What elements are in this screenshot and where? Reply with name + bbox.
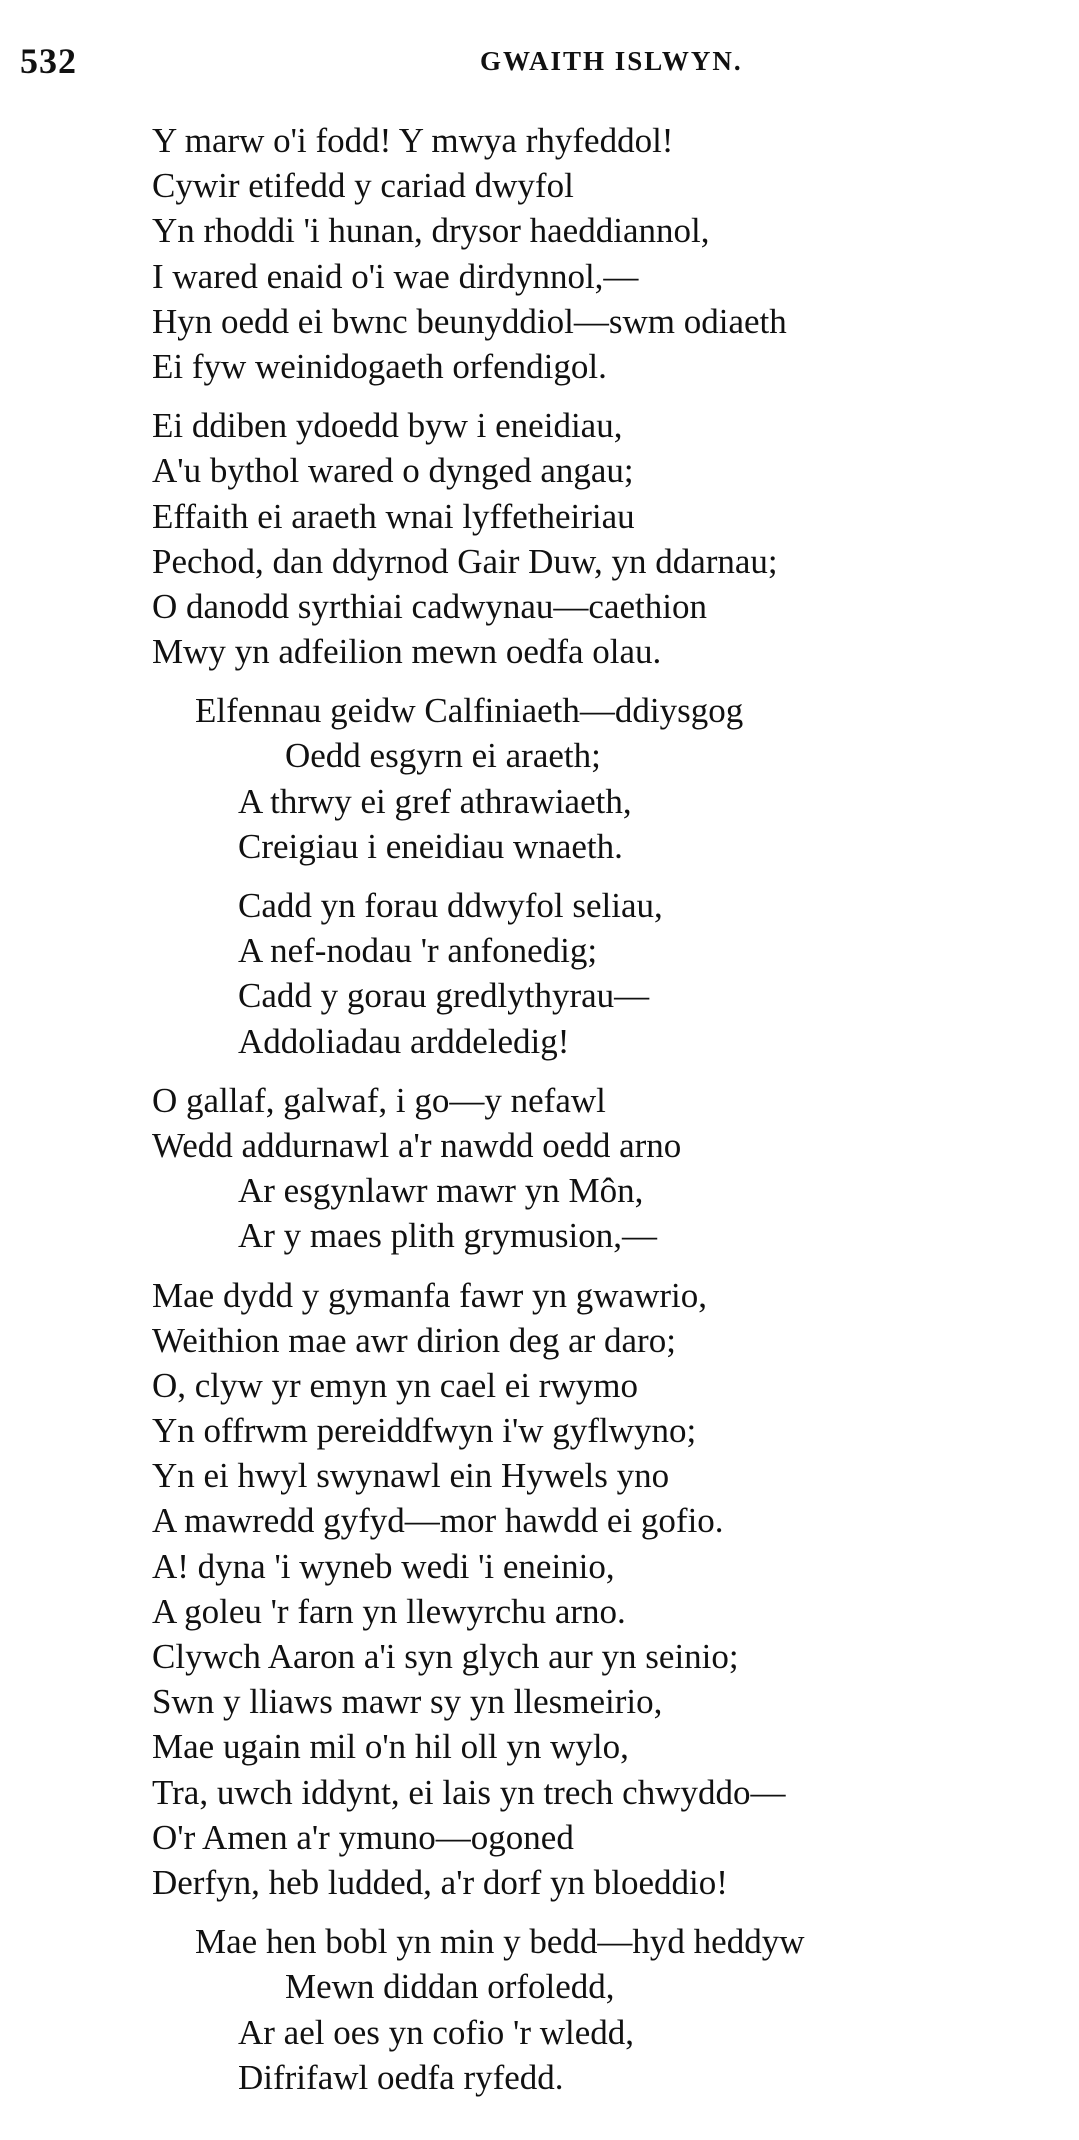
verse-line: Hyn oedd ei bwnc beunyddiol—swm odiaeth (152, 301, 787, 341)
verse-line: Mwy yn adfeilion mewn oedfa olau. (152, 632, 662, 672)
verse-line: Y marw o'i fodd! Y mwya rhyfeddol! (152, 121, 674, 160)
verse-line: Tra, uwch iddynt, ei lais yn trech chwyddo— (152, 1772, 786, 1812)
stanza (0, 1273, 1079, 1906)
verse-line: Oedd esgyrn ei araeth; (285, 736, 601, 776)
verse-line: Yn offrwm pereiddfwyn i'w gyflwyno; (152, 1411, 697, 1451)
verse-line: Wedd addurnawl a'r nawdd oedd arno (152, 1125, 682, 1165)
verse-line: Mae hen bobl yn min y bedd—hyd heddyw (195, 1922, 805, 1962)
verse-line: Yn rhoddi 'i hunan, drysor haeddiannol, (152, 211, 710, 251)
verse-line: A nef-nodau 'r anfonedig; (238, 931, 598, 971)
verse-line: Ar y maes plith grymusion,— (238, 1216, 657, 1256)
verse-line: Cadd y gorau gredlythyrau— (238, 976, 650, 1016)
verse-line: Derfyn, heb ludded, a'r dorf yn bloeddio! (152, 1862, 728, 1902)
verse-line: Addoliadau arddeledig! (238, 1021, 570, 1061)
verse-line: O gallaf, galwaf, i go—y nefawl (152, 1080, 606, 1120)
verse-line: A goleu 'r farn yn llewyrchu arno. (152, 1591, 626, 1631)
stanza (0, 883, 1079, 1064)
verse-line: Mae dydd y gymanfa fawr yn gwawrio, (152, 1275, 707, 1315)
stanza (0, 118, 1079, 389)
verse-line: Mewn diddan orfoledd, (285, 1967, 615, 2007)
stanza (0, 1919, 1079, 2100)
verse-line: Creigiau i eneidiau wnaeth. (238, 826, 623, 866)
verse-line: O danodd syrthiai cadwynau—caethion (152, 586, 707, 626)
verse-line: Elfennau geidw Calfiniaeth—ddiysgog (195, 691, 744, 731)
verse-line: Ei ddiben ydoedd byw i eneidiau, (152, 406, 623, 446)
verse-line: Ar esgynlawr mawr yn Môn, (238, 1171, 644, 1211)
running-title: GWAITH ISLWYN. (480, 46, 743, 76)
verse-line: A mawredd gyfyd—mor hawdd ei gofio. (152, 1501, 724, 1541)
poem-body (0, 118, 1079, 2114)
verse-line: Yn ei hwyl swynawl ein Hywels yno (152, 1456, 670, 1496)
verse-line: A thrwy ei gref athrawiaeth, (238, 781, 632, 821)
verse-line: Ei fyw weinidogaeth orfendigol. (152, 346, 607, 386)
verse-line: Mae ugain mil o'n hil oll yn wylo, (152, 1727, 629, 1767)
verse-line: Ar ael oes yn cofio 'r wledd, (238, 2012, 635, 2052)
stanza (0, 403, 1079, 674)
page-number: 532 (20, 41, 77, 81)
verse-line: A'u bythol wared o dynged angau; (152, 451, 634, 491)
verse-line: Cadd yn forau ddwyfol seliau, (238, 886, 663, 925)
verse-line: Difrifawl oedfa ryfedd. (238, 2057, 564, 2097)
verse-line: Cywir etifedd y cariad dwyfol (152, 166, 574, 206)
stanza (0, 688, 1079, 869)
verse-line: O, clyw yr emyn yn cael ei rwymo (152, 1365, 638, 1405)
verse-line: A! dyna 'i wyneb wedi 'i eneinio, (152, 1546, 615, 1586)
verse-line: Effaith ei araeth wnai lyffetheiriau (152, 496, 635, 536)
verse-line: Swn y lliaws mawr sy yn llesmeirio, (152, 1682, 663, 1722)
verse-line: Weithion mae awr dirion deg ar daro; (152, 1320, 676, 1360)
verse-line: I wared enaid o'i wae dirdynnol,— (152, 256, 639, 296)
verse-line: Pechod, dan ddyrnod Gair Duw, yn ddarnau; (152, 541, 778, 581)
verse-line: O'r Amen a'r ymuno—ogoned (152, 1817, 574, 1857)
stanza (0, 1078, 1079, 1259)
verse-line: Clywch Aaron a'i syn glych aur yn seinio; (152, 1637, 739, 1676)
